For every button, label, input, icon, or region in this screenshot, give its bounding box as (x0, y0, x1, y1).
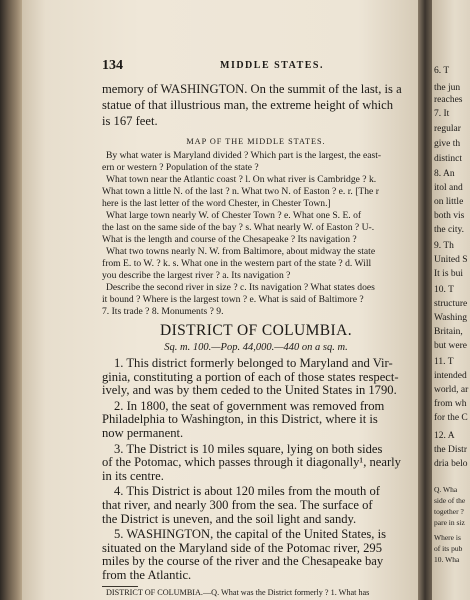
right-page-fragment: Washing (434, 313, 468, 323)
right-page (432, 0, 470, 600)
right-page-fragment: for the C (434, 413, 468, 423)
map-question-line: What large town nearly W. of Chester Town ? e. What one S. E. of (106, 210, 362, 221)
body-line: ginia, constituting a portion of each of those states respect- (102, 369, 399, 384)
map-question-line: What two towns nearly N. W. from Baltimore, about midway the state (106, 246, 376, 257)
right-page-fragment: of its pub (434, 544, 463, 553)
right-page-fragment: 10. T (434, 285, 454, 295)
right-page-fragment: both vis (434, 211, 465, 221)
right-page-fragment: the city. (434, 225, 464, 235)
right-page-fragment: 7. It (434, 109, 450, 119)
body-line: miles by the course of the river and the Chesapeake bay (102, 554, 384, 569)
right-page-fragment: distinct (434, 154, 462, 164)
right-page-fragment: 10. Wha (434, 555, 460, 564)
map-question-line: here is the last letter of the word Chester, in Chester Town.] (102, 198, 331, 209)
page-header (102, 58, 412, 74)
right-page-fragment: 8. An (434, 169, 455, 179)
body-line: 3. The District is 10 miles square, lying on both sides (114, 441, 383, 456)
right-page-fragment: intended (434, 371, 467, 381)
body-line: in its centre. (102, 468, 164, 483)
map-question-line: it bound ? Where is the largest town ? e. What is said of Baltimore ? (102, 294, 364, 305)
map-question-line: 7. Its trade ? 8. Monuments ? 9. (102, 306, 224, 317)
map-question-line: you describe the largest river ? a. Its navigation ? (102, 270, 291, 281)
right-page-fragment: structure (434, 299, 468, 309)
book-gutter (418, 0, 432, 600)
body-line: 1. This district formerly belonged to Maryland and Vir- (114, 356, 393, 370)
map-heading: MAP OF THE MIDDLE STATES. (186, 137, 326, 146)
body-line: 5. WASHINGTON, the capital of the United States, is (114, 527, 387, 542)
right-page-fragment: It is bui (434, 269, 464, 279)
body-line: that river, and nearly 300 from the sea. The surface of (102, 498, 373, 512)
right-page-fragment: 11. T (434, 357, 454, 367)
body-line: ively, and was by them ceded to the United States in 1790. (102, 383, 397, 398)
section-stats: Sq. m. 100.—Pop. 44,000.—440 on a sq. m. (164, 342, 348, 353)
right-page-fragment: together ? (434, 507, 464, 516)
right-page-fragment: side of the (434, 496, 466, 505)
questions-line: DISTRICT OF COLUMBIA.—Q. What was the District formerly ? 1. What has (106, 587, 370, 597)
map-question-line: from E. to W. ? k. s. What one in the western part of the state ? d. Will (102, 258, 372, 269)
right-page-fragment: the jun (434, 83, 461, 93)
book-edge (0, 0, 22, 600)
right-page-fragment: pare in siz (434, 518, 465, 527)
right-page-fragment: United S (434, 255, 468, 265)
body-line: now permanent. (102, 426, 184, 440)
right-page-fragment: but were (434, 341, 467, 351)
intro-line: is 167 feet. (102, 114, 158, 128)
right-page-fragment: regular (434, 124, 461, 134)
map-question-line: By what water is Maryland divided ? Which part is the largest, the east- (106, 150, 382, 161)
body-line: from the Atlantic. (102, 568, 192, 582)
right-page-fragment: itol and (434, 183, 463, 193)
right-page-fragment: world, ar (434, 385, 469, 395)
running-title: MIDDLE STATES. (220, 60, 324, 71)
body-line: 4. This District is about 120 miles from the mouth of (114, 484, 380, 499)
right-page-fragment: give th (434, 139, 461, 149)
map-question-line: Describe the second river in size ? c. Its navigation ? What states does (106, 282, 375, 293)
right-page-fragment: Where is (434, 533, 461, 542)
right-page-fragment: dria belo (434, 459, 468, 469)
body-line: the District is uneven, and the soil light and sandy. (102, 511, 357, 526)
right-page-fragment: reaches (434, 95, 463, 105)
map-question-line: the last on the same side of the bay ? s. What nearly W. of Easton ? U-. (102, 222, 375, 233)
map-question-line: What town near the Atlantic coast ? l. On what river is Cambridge ? k. (106, 174, 377, 185)
map-question-line: What town a little N. of the last ? n. What two N. of Easton ? e. r. [The r (102, 186, 379, 197)
page-number: 134 (102, 58, 123, 73)
intro-line: statue of that illustrious man, the extreme height of which (102, 98, 393, 112)
body-line: Philadelphia to Washington, in this District, where it is (102, 412, 378, 427)
right-page-fragment: Britain, (434, 327, 463, 337)
right-page-fragment: 6. T (434, 66, 450, 76)
intro-line: memory of WASHINGTON. On the summit of the last, is a (102, 82, 402, 96)
right-page-fragment: from wh (434, 399, 467, 409)
body-line: 2. In 1800, the seat of government was removed from (114, 398, 385, 413)
right-page-fragment: Q. Wha (434, 485, 458, 494)
right-page-fragment: on little (434, 197, 464, 207)
body-line: of the Potomac, which passes through it diagonally¹, nearly (102, 455, 401, 470)
map-question-line: What is the length and course of the Chesapeake ? Its navigation ? (102, 234, 357, 245)
right-page-fragment: the Distr (434, 445, 467, 455)
section-title: DISTRICT OF COLUMBIA. (160, 322, 352, 339)
map-question-line: ern or western ? Population of the state ? (102, 162, 259, 173)
right-page-fragment: 12. A (434, 431, 455, 441)
right-page-fragment: 9. Th (434, 241, 454, 251)
body-line: situated on the Maryland side of the Potomac river, 295 (102, 540, 382, 555)
